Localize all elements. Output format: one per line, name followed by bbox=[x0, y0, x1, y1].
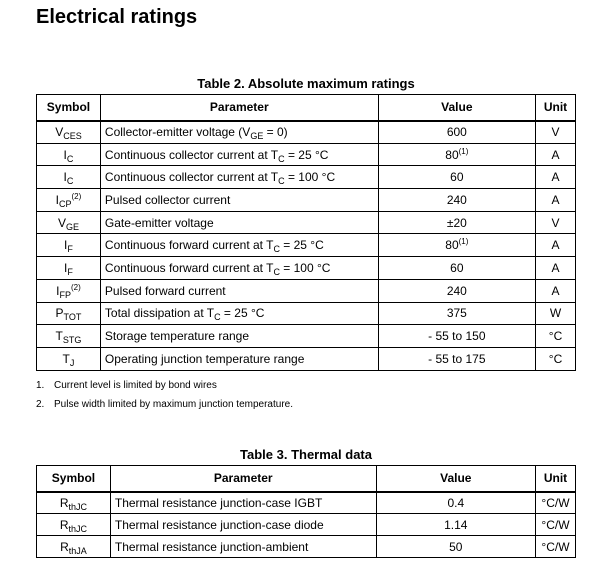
value-text: 240 bbox=[446, 283, 467, 298]
unit-cell: °C/W bbox=[535, 536, 575, 558]
symbol-main: R bbox=[59, 495, 69, 510]
symbol-cell bbox=[37, 492, 111, 514]
parameter-cell bbox=[100, 234, 378, 257]
table3-caption: Table 3. Thermal data bbox=[240, 447, 372, 462]
table-row bbox=[37, 325, 576, 348]
header-unit: Unit bbox=[536, 95, 576, 121]
value-text: 240 bbox=[446, 192, 467, 207]
parameter-text: Pulsed forward current bbox=[104, 283, 226, 298]
unit-cell: °C bbox=[536, 347, 576, 370]
symbol-main: R bbox=[60, 539, 69, 554]
symbol-main: V bbox=[55, 125, 64, 140]
unit-cell: V bbox=[536, 211, 576, 234]
footnote bbox=[36, 395, 293, 414]
symbol-cell bbox=[37, 257, 101, 280]
value-cell: 50 bbox=[376, 536, 535, 558]
symbol-cell bbox=[37, 536, 111, 558]
symbol-main: R bbox=[59, 517, 69, 532]
symbol-main: I bbox=[64, 260, 68, 275]
footnote-number: 1. bbox=[36, 380, 45, 391]
value-cell bbox=[378, 143, 535, 166]
value-text: 600 bbox=[446, 125, 467, 140]
parameter-text: = 25 °C bbox=[279, 238, 324, 253]
value-cell bbox=[378, 347, 535, 370]
section-title: Electrical ratings bbox=[36, 6, 198, 28]
parameter-cell bbox=[100, 143, 378, 166]
symbol-footnote-ref: (2) bbox=[71, 282, 81, 292]
value-text: ±20 bbox=[446, 215, 467, 230]
symbol-subscript: FP bbox=[59, 289, 71, 300]
parameter-cell: Thermal resistance junction-ambient bbox=[110, 536, 376, 558]
table-row bbox=[37, 189, 576, 212]
symbol-cell bbox=[37, 514, 111, 536]
value-cell bbox=[378, 325, 535, 348]
parameter-cell bbox=[100, 121, 378, 144]
symbol-main: T bbox=[62, 351, 70, 366]
symbol-subscript: GE bbox=[65, 221, 79, 232]
table-row bbox=[37, 257, 576, 280]
symbol-subscript: F bbox=[67, 244, 73, 255]
unit-cell: W bbox=[536, 302, 576, 325]
parameter-text: = 100 °C bbox=[284, 170, 336, 185]
unit-cell: A bbox=[536, 257, 576, 280]
symbol-main: I bbox=[63, 147, 67, 162]
parameter-text: = 25 °C bbox=[220, 306, 265, 321]
parameter-text: Pulsed collector current bbox=[104, 192, 231, 207]
parameter-subscript: C bbox=[273, 244, 280, 255]
footnote-text: Pulse width limited by maximum junction temperature. bbox=[54, 399, 293, 410]
value-text: 375 bbox=[446, 306, 467, 321]
symbol-main: I bbox=[63, 170, 67, 185]
parameter-text: Total dissipation at T bbox=[104, 306, 215, 321]
table-row bbox=[37, 143, 576, 166]
table-row bbox=[37, 166, 576, 189]
symbol-main: I bbox=[56, 283, 60, 298]
unit-cell: A bbox=[536, 143, 576, 166]
parameter-cell bbox=[100, 257, 378, 280]
parameter-cell: Thermal resistance junction-case diode bbox=[110, 514, 376, 536]
parameter-text: Operating junction temperature range bbox=[104, 351, 305, 366]
symbol-footnote-ref: (2) bbox=[71, 191, 82, 201]
symbol-main: I bbox=[64, 238, 68, 253]
parameter-text: = 25 °C bbox=[284, 147, 329, 162]
header-value: Value bbox=[378, 95, 535, 121]
header-symbol: Symbol bbox=[37, 95, 101, 121]
unit-cell: A bbox=[536, 279, 576, 302]
symbol-subscript: thJA bbox=[68, 545, 87, 556]
unit-cell: A bbox=[536, 166, 576, 189]
parameter-text: Continuous collector current at T bbox=[104, 170, 279, 185]
parameter-subscript: GE bbox=[250, 131, 264, 142]
table-row bbox=[37, 302, 576, 325]
value-cell bbox=[378, 257, 535, 280]
symbol-main: T bbox=[55, 329, 63, 344]
parameter-subscript: C bbox=[278, 153, 285, 164]
value-cell bbox=[378, 166, 535, 189]
value-text: 60 bbox=[450, 260, 464, 275]
value-text: - 55 to 175 bbox=[428, 351, 486, 366]
value-text: - 55 to 150 bbox=[428, 329, 486, 344]
table-row bbox=[37, 492, 576, 514]
symbol-cell bbox=[37, 279, 101, 302]
unit-cell: V bbox=[536, 121, 576, 144]
symbol-subscript: CP bbox=[58, 198, 72, 209]
parameter-text: Storage temperature range bbox=[104, 329, 250, 344]
unit-cell: °C/W bbox=[535, 514, 575, 536]
parameter-cell bbox=[100, 279, 378, 302]
absolute-maximum-ratings-table bbox=[36, 94, 576, 371]
parameter-cell bbox=[100, 211, 378, 234]
table-row bbox=[37, 121, 576, 144]
value-text: 60 bbox=[450, 170, 464, 185]
footnote-number: 2. bbox=[36, 399, 45, 410]
unit-cell: °C bbox=[536, 325, 576, 348]
table-row bbox=[37, 514, 576, 536]
parameter-subscript: C bbox=[278, 176, 285, 187]
unit-cell: A bbox=[536, 234, 576, 257]
parameter-text: Continuous forward current at T bbox=[104, 238, 274, 253]
symbol-cell bbox=[37, 166, 101, 189]
parameter-text: Continuous collector current at T bbox=[104, 147, 279, 162]
symbol-cell bbox=[37, 189, 101, 212]
parameter-text: = 100 °C bbox=[279, 260, 331, 275]
header-value: Value bbox=[376, 466, 535, 492]
value-footnote-ref: (1) bbox=[458, 237, 469, 247]
parameter-cell bbox=[100, 302, 378, 325]
footnotes bbox=[36, 376, 293, 414]
value-text: 80 bbox=[445, 238, 459, 253]
unit-cell: °C/W bbox=[535, 492, 575, 514]
table-row bbox=[37, 234, 576, 257]
value-text: 80 bbox=[445, 147, 459, 162]
value-cell bbox=[378, 211, 535, 234]
parameter-subscript: C bbox=[214, 312, 221, 323]
symbol-cell bbox=[37, 325, 101, 348]
parameter-cell bbox=[100, 325, 378, 348]
footnote-text: Current level is limited by bond wires bbox=[54, 380, 217, 391]
value-cell bbox=[378, 189, 535, 212]
header-parameter: Parameter bbox=[110, 466, 376, 492]
table-row bbox=[37, 536, 576, 558]
value-cell: 0.4 bbox=[376, 492, 535, 514]
symbol-subscript: TOT bbox=[63, 312, 82, 323]
value-cell bbox=[378, 121, 535, 144]
symbol-subscript: C bbox=[66, 153, 74, 164]
value-cell bbox=[378, 279, 535, 302]
symbol-subscript: STG bbox=[62, 335, 82, 346]
symbol-cell bbox=[37, 302, 101, 325]
symbol-cell bbox=[37, 347, 101, 370]
value-cell bbox=[378, 302, 535, 325]
header-parameter: Parameter bbox=[100, 95, 378, 121]
symbol-subscript: J bbox=[69, 357, 75, 368]
parameter-cell: Thermal resistance junction-case IGBT bbox=[110, 492, 376, 514]
parameter-text: Gate-emitter voltage bbox=[104, 215, 214, 230]
value-cell bbox=[378, 234, 535, 257]
symbol-subscript: thJC bbox=[68, 501, 88, 512]
table-row bbox=[37, 347, 576, 370]
table2-caption: Table 2. Absolute maximum ratings bbox=[197, 76, 415, 91]
header-unit: Unit bbox=[535, 466, 575, 492]
table-row bbox=[37, 211, 576, 234]
parameter-cell bbox=[100, 347, 378, 370]
header-symbol: Symbol bbox=[37, 466, 111, 492]
symbol-subscript: C bbox=[66, 176, 74, 187]
symbol-subscript: CES bbox=[63, 131, 82, 142]
parameter-text: Collector-emitter voltage (V bbox=[104, 125, 251, 140]
symbol-main: I bbox=[55, 192, 59, 207]
thermal-data-table bbox=[36, 465, 576, 558]
symbol-main: V bbox=[57, 215, 66, 230]
table-row bbox=[37, 279, 576, 302]
symbol-cell bbox=[37, 143, 101, 166]
value-cell: 1.14 bbox=[376, 514, 535, 536]
symbol-cell bbox=[37, 121, 101, 144]
unit-cell: A bbox=[536, 189, 576, 212]
value-footnote-ref: (1) bbox=[458, 146, 469, 156]
symbol-main: P bbox=[55, 306, 64, 321]
parameter-cell bbox=[100, 166, 378, 189]
symbol-cell bbox=[37, 211, 101, 234]
parameter-cell bbox=[100, 189, 378, 212]
symbol-subscript: thJC bbox=[68, 523, 88, 534]
symbol-subscript: F bbox=[67, 266, 73, 277]
parameter-subscript: C bbox=[273, 266, 280, 277]
parameter-text: = 0) bbox=[263, 125, 288, 140]
footnote bbox=[36, 376, 293, 395]
symbol-cell bbox=[37, 234, 101, 257]
parameter-text: Continuous forward current at T bbox=[104, 260, 274, 275]
